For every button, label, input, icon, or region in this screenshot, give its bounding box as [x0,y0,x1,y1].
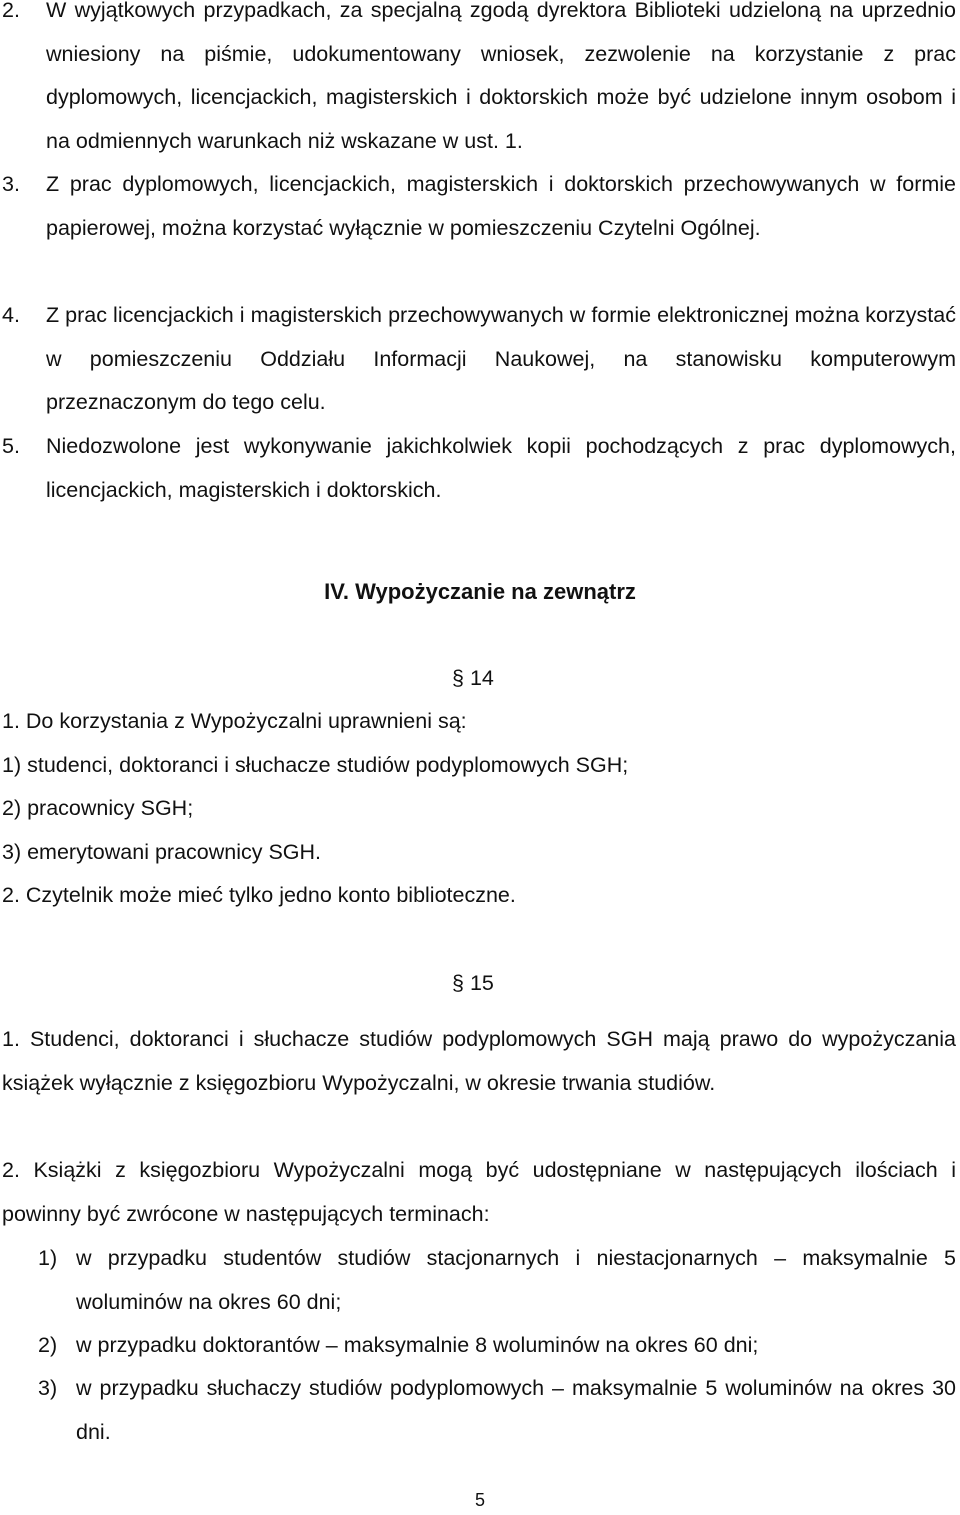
paragraph-15-2 [0,1149,956,1236]
paragraph-number: 2. [2,0,20,22]
paragraph-15-1 [0,1018,956,1105]
list-item-number: 3) [38,1376,58,1400]
paragraph-2 [0,0,956,163]
list-item-text: w przypadku słuchaczy studiów podyplomowych – maksymalnie 5 woluminów na okres 30 dni. [76,1376,956,1444]
chapter-heading: IV. Wypożyczanie na zewnątrz [324,579,636,604]
page-number: 5 [474,1490,485,1510]
line-students: 1) studenci, doktoranci i słuchacze studiów podyplomowych SGH; [2,753,629,777]
list-item-2 [38,1324,956,1368]
section-number: 15 [469,971,494,995]
section-14-title: § 14 [452,666,494,690]
paragraph-text: W wyjątkowych przypadkach, za specjalną zgodą dyrektora Biblioteki udzieloną na uprzednio wniesiony na piśmie, udokumentowany wniosek, zezwolenie na korzystanie z prac dyplomowych, licencjackich, magisterskich i doktorskich może być udzielone innym osobom i na odmiennych warunkach niż wskazane w ust. 1. [46,0,956,153]
list-item-number: 1) [38,1246,58,1270]
list-item-text: w przypadku studentów studiów stacjonarnych i niestacjonarnych – maksymalnie 5 woluminów na okres 60 dni; [76,1246,956,1314]
paragraph-text: Z prac licencjackich i magisterskich przechowywanych w formie elektronicznej można korzystać w pomieszczeniu Oddziału Informacji Naukowej, na stanowisku komputerowym przeznaczonym do tego celu. [46,303,956,414]
paragraph-number: 1. [2,1027,20,1051]
paragraph-text: Z prac dyplomowych, licencjackich, magisterskich i doktorskich przechowywanych w formie papierowej, można korzystać wyłącznie w pomieszczeniu Czytelni Ogólnej. [46,172,956,240]
paragraph-text: Niedozwolone jest wykonywanie jakichkolwiek kopii pochodzących z prac dyplomowych, licencjackich, magisterskich i doktorskich. [46,434,956,502]
list-item-number: 2) [38,1333,58,1357]
paragraph-number: 5. [2,434,20,458]
paragraph-number: 2. [2,1158,20,1182]
paragraph-number: 3. [2,172,20,196]
list-item-1 [38,1237,956,1324]
paragraph-text: Książki z księgozbioru Wypożyczalni mogą być udostępniane w następujących ilościach i powinny być zwrócone w następujących terminach: [2,1158,956,1226]
paragraph-5 [0,425,956,512]
list-item-3 [38,1367,956,1454]
line-eligible: 1. Do korzystania z Wypożyczalni uprawnieni są: [2,709,467,733]
paragraph-4 [0,294,956,425]
line-employees: 2) pracownicy SGH; [2,796,194,820]
paragraph-3 [0,163,956,250]
paragraph-text: Studenci, doktoranci i słuchacze studiów podyplomowych SGH mają prawo do wypożyczania książek wyłącznie z księgozbioru Wypożyczalni, w okresie trwania studiów. [2,1027,956,1095]
line-one-account: 2. Czytelnik może mieć tylko jedno konto biblioteczne. [2,883,516,907]
section-number: 14 [469,666,494,690]
list-item-text: w przypadku doktorantów – maksymalnie 8 woluminów na okres 60 dni; [76,1333,759,1357]
line-retired: 3) emerytowani pracownicy SGH. [2,840,322,864]
section-15-title: § 15 [452,971,494,995]
paragraph-number: 4. [2,303,20,327]
